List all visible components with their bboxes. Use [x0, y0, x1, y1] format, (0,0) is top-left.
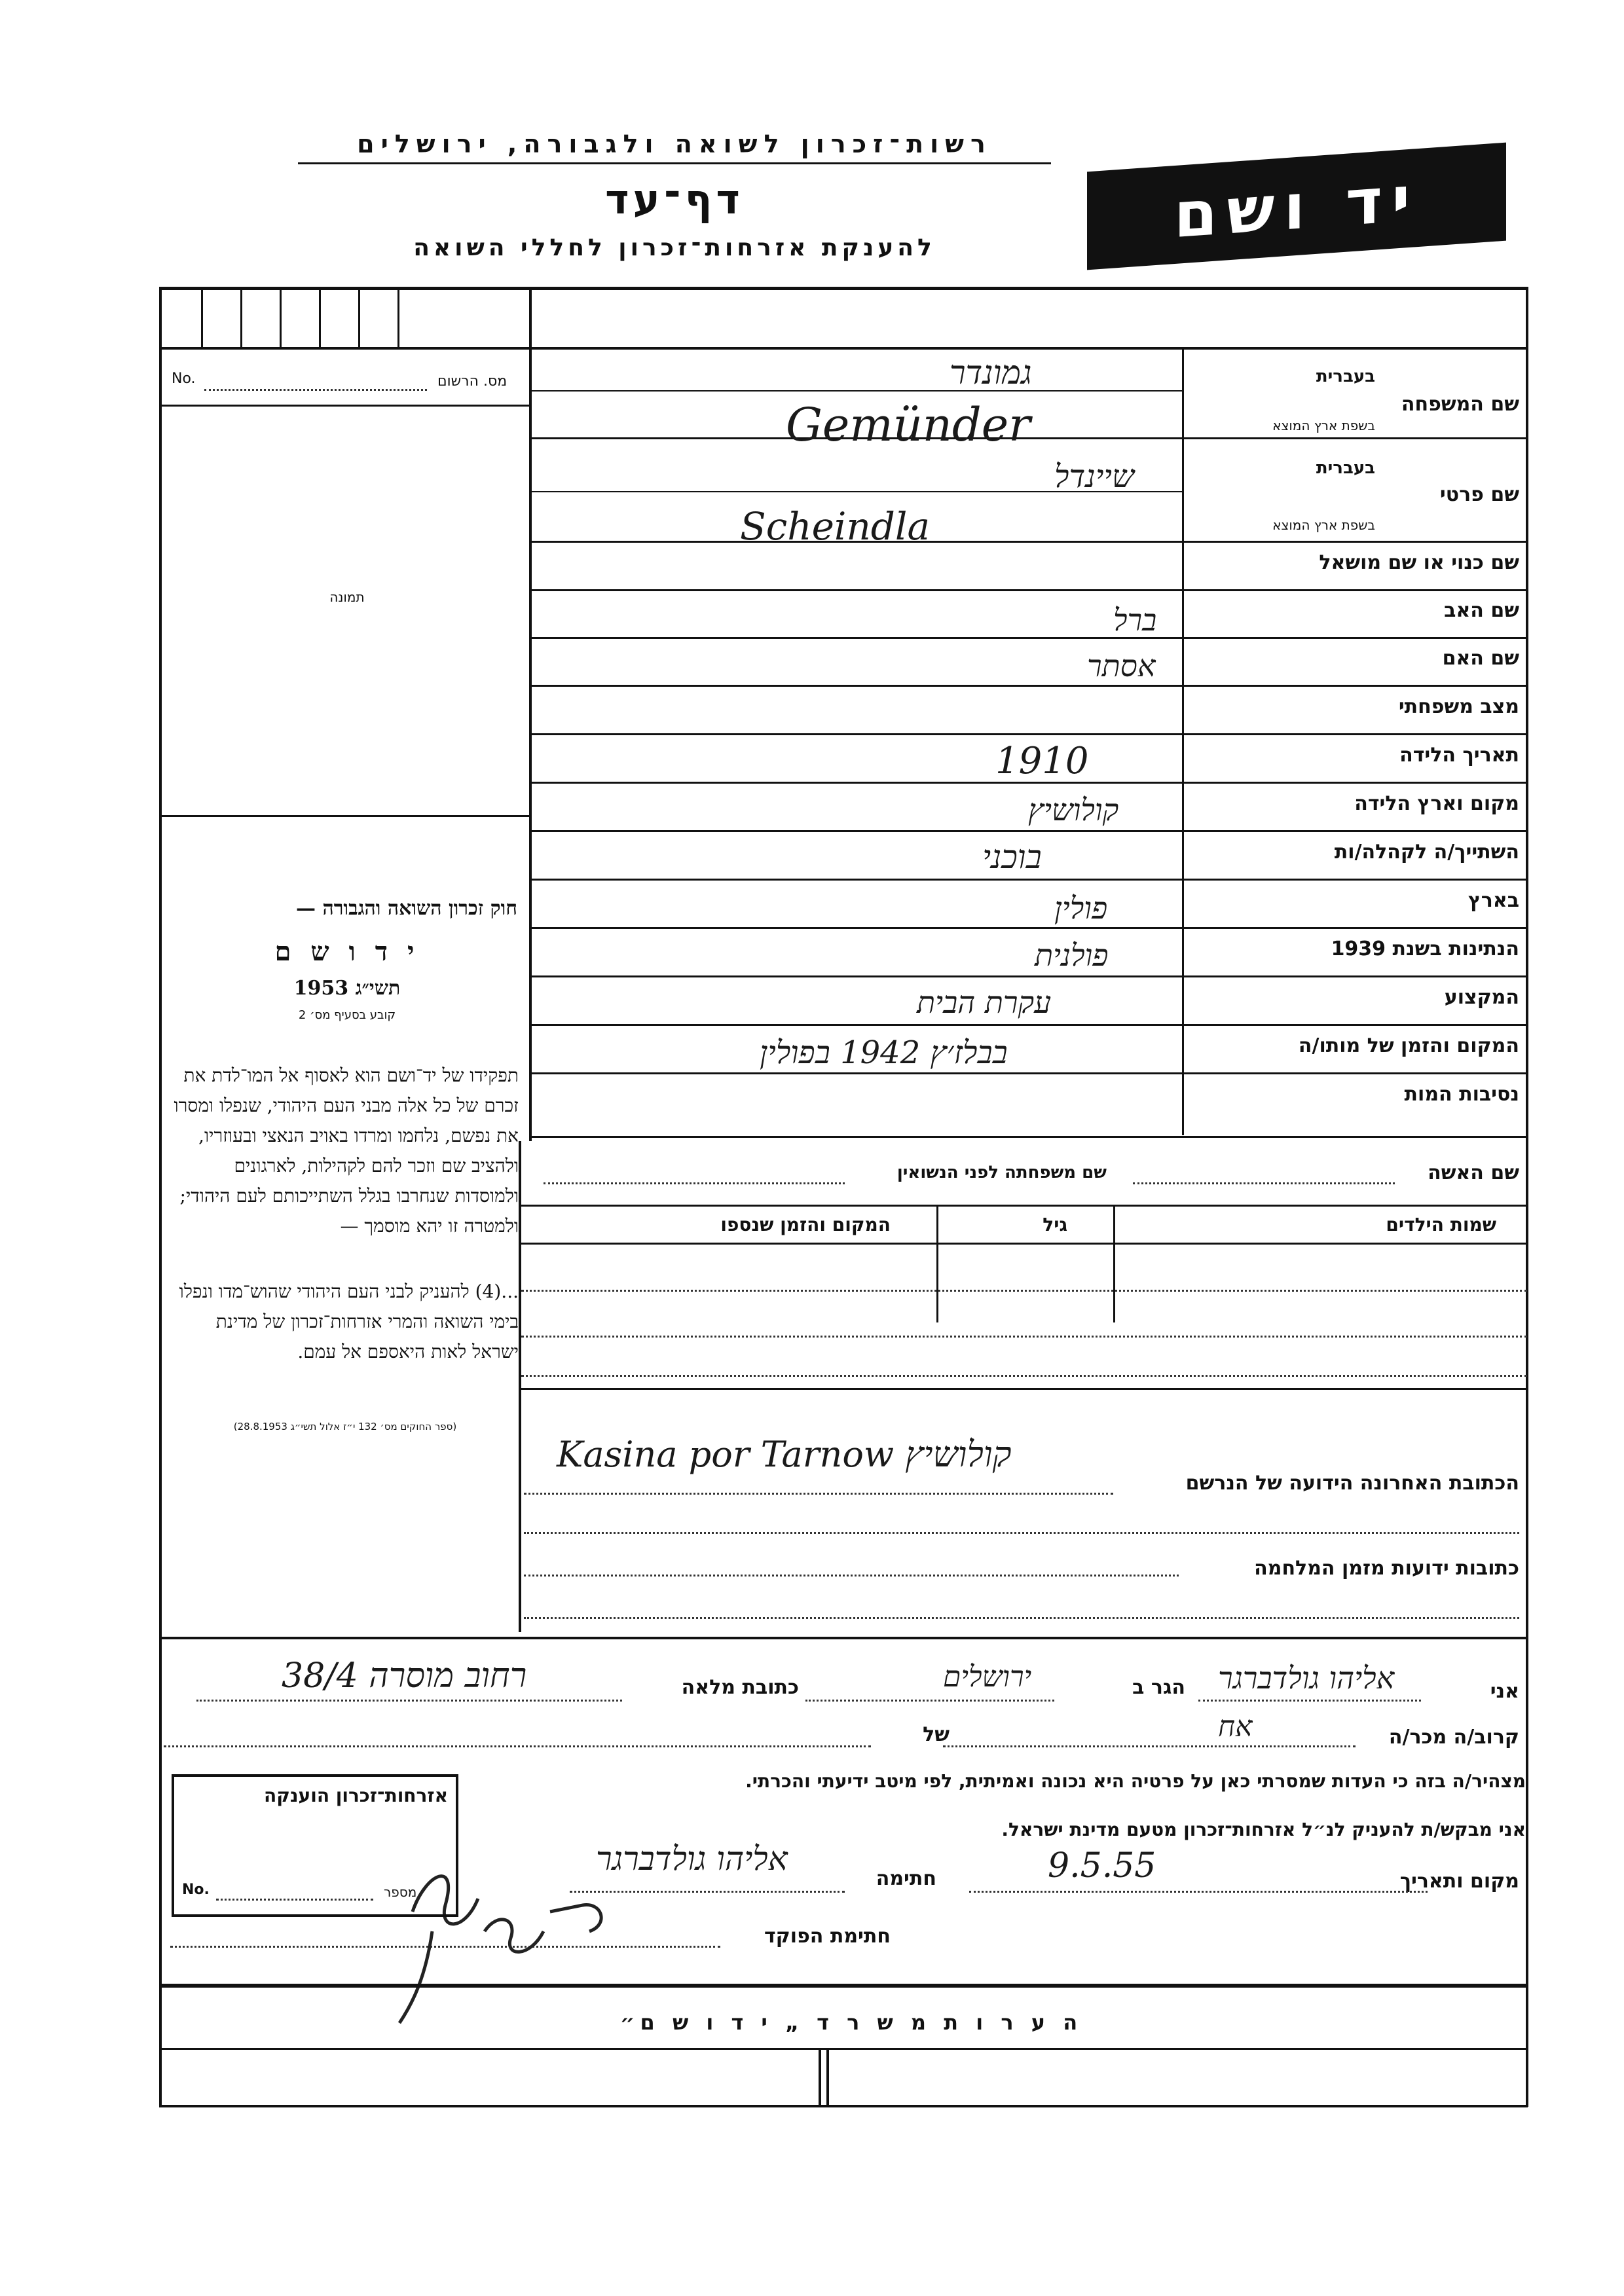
reg-number-label: מס. הרשום	[437, 373, 507, 390]
citizenship-granted-box	[172, 1774, 458, 1917]
reg-no-label: No.	[172, 371, 196, 387]
place-date-label: מקום ותאריך	[1399, 1870, 1519, 1893]
maiden-name-label: שם משפחתה לפני הנשואין	[896, 1163, 1107, 1182]
law-year: תשי״ג 1953	[293, 977, 401, 1000]
children-header-age: גיל	[1043, 1214, 1067, 1235]
relation-value: אח	[1218, 1710, 1253, 1743]
birthplace-value: קולושיץ	[1028, 792, 1119, 828]
children-header-names: שמות הילדים	[1386, 1214, 1496, 1235]
firstname-origin-sub: בשפת ארץ המוצא	[1272, 517, 1375, 533]
citizenship-no-label: No.	[182, 1882, 210, 1898]
declaration-text: מצהיר/ה בזה כי העדות שמסרתי כאן על פרטיה היא נכונה ואמיתית, לפי מיטב ידיעתי והכרתי.	[745, 1770, 1526, 1792]
citizenship-value: פולנית	[1035, 938, 1109, 973]
mother-value: אסתר	[1087, 648, 1156, 683]
country-label: בארץ	[1467, 889, 1519, 912]
dob-label: תאריך הלידה	[1399, 744, 1519, 767]
firstname-label: שם פרטי	[1439, 483, 1519, 506]
law-citation: (ספר החוקים מס׳ 132 י״ז אלול תשי״ג 28.8.1953)	[233, 1421, 457, 1432]
request-text: אני מבקש/ת להעניק לנ״ל אזרחות־זכרון מטעם מדינת ישראל.	[1001, 1819, 1526, 1840]
form-subtitle: להענקת אזרחות־זכרון לחללי השואה	[413, 234, 936, 261]
last-address-value: Kasina por Tarnow קולושיץ	[557, 1434, 1012, 1475]
nickname-label: שם כנוי או שם מושאל	[1319, 551, 1519, 574]
officer-signature-label: חתימת הפוקד	[764, 1925, 891, 1948]
marital-label: מצב משפחתי	[1398, 695, 1519, 718]
witness-i-label: אני	[1490, 1680, 1519, 1703]
full-address-value: רחוב מוסרה 38/4	[282, 1656, 527, 1696]
office-notes-title: ה ע ר ו ת מ ש ר ד „ י ד ו ש ם״	[619, 2010, 1083, 2035]
citizenship-granted-title: אזרחות־זכרון הוענקה	[264, 1785, 448, 1806]
law-name: י ד ו ש ם	[274, 936, 420, 967]
witness-name: אליהו גולדברגר	[1218, 1660, 1395, 1696]
law-title: חוק זכרון השואה והגבורה —	[296, 897, 517, 920]
father-value: ברל	[1113, 602, 1157, 638]
yad-vashem-logo	[1087, 143, 1506, 270]
mother-label: שם האם	[1442, 647, 1519, 670]
surname-origin-sub: בשפת ארץ המוצא	[1272, 418, 1375, 433]
country-value: פולין	[1054, 890, 1108, 926]
witness-city: ירושלים	[943, 1660, 1032, 1694]
death-value: בבלז׳ץ 1942 בפולין	[760, 1034, 1008, 1071]
relative-label: קרוב/ה מכר/ה	[1388, 1726, 1519, 1749]
firstname-hebrew-sub: בעברית	[1316, 458, 1375, 478]
surname-hebrew-sub: בעברית	[1316, 367, 1375, 386]
wife-label: שם האשה	[1428, 1161, 1519, 1184]
logo-text: יד ושם	[1173, 161, 1420, 253]
firstname-hebrew-value: שיינדל	[1054, 458, 1134, 495]
registration-digit-boxes	[162, 290, 528, 348]
birthplace-label: מקום וארץ הלידה	[1354, 792, 1519, 815]
father-label: שם האב	[1444, 599, 1519, 622]
firstname-origin-value: Scheindla	[740, 504, 931, 549]
children-header-place: המקום והזמן שנספו	[720, 1214, 891, 1235]
death-cause-label: נסיבות המות	[1404, 1083, 1519, 1106]
citizenship-label: הנתינות בשנת 1939	[1331, 938, 1519, 960]
full-address-label: כתובת מלאה	[681, 1676, 799, 1699]
death-label: המקום והזמן של מותו/ה	[1298, 1034, 1519, 1057]
law-paragraph-2: ...(4) להעניק לבני העם היהודי שהוש־מדו ונפלו בימי השואה והמרי אזרחות־זכרון של מדינת ישראל לאות היאספם אל עמם.	[179, 1281, 519, 1362]
last-address-label: הכתובת האחרונה הידועה של הנרשם	[1185, 1472, 1519, 1495]
surname-label: שם המשפחה	[1401, 393, 1519, 416]
surname-hebrew-value: גמונדר	[950, 354, 1032, 392]
surname-origin-value: Gemünder	[786, 398, 1031, 452]
resides-label: הגר ב	[1132, 1676, 1185, 1699]
community-value: בוכני	[982, 838, 1042, 876]
law-paragraph-1: תפקידו של יד־ושם הוא לאסוף אל המו־לדת את זכרם של כל אלה מבני העם היהודי, שנפלו ומסרו את נפשם, נלחמו ומרדו באויב הנאצי ובעוזריו, ולהציב שם וזכר להם לקהילות, לארגונים ולמוסדות שנחרבו בגלל השתייכותם לעם היהודי; ולמטרה זו יהא מוסמך —	[174, 1065, 519, 1237]
signature-value: אליהו גולדברגר	[596, 1840, 788, 1878]
photo-placeholder: תמונה	[329, 589, 365, 605]
community-label: השתייך/ה לקהלה/ות	[1334, 841, 1519, 864]
profession-label: המקצוע	[1444, 986, 1519, 1009]
profession-value: עקרת הבית	[917, 985, 1052, 1020]
law-clause: קובע בסעיף מס׳ 2	[298, 1008, 396, 1022]
authority-line: רשות־זכרון לשואה ולגבורה, ירושלים	[298, 130, 1051, 164]
signature-label: חתימה	[876, 1867, 936, 1890]
war-address-label: כתובות ידועות מזמן המלחמה	[1254, 1557, 1519, 1580]
dob-value: 1910	[995, 740, 1089, 782]
of-label: של	[923, 1723, 950, 1746]
date-value: 9.5.55	[1048, 1846, 1156, 1886]
citizenship-num-label: מספר	[384, 1884, 417, 1900]
form-title: דף־עד	[605, 175, 744, 223]
